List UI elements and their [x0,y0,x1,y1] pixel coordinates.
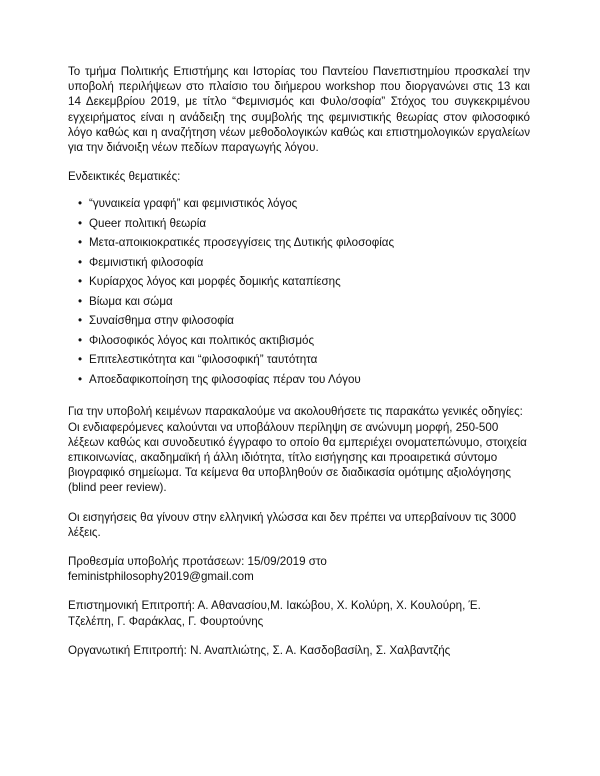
contact-email: feministphilosophy2019@gmail.com [68,570,254,584]
topic-text: Αποεδαφικοποίηση της φιλοσοφίας πέραν του Λόγου [89,372,361,386]
topic-text: Queer πολιτική θεωρία [89,216,207,230]
topic-text: Συναίσθημα στην φιλοσοφία [89,314,235,328]
bullet-icon: • [78,255,83,269]
topic-text: Φεμινιστική φιλοσοφία [89,255,204,269]
list-item [68,294,530,314]
list-item [68,216,530,236]
scientific-committee-line-1: Επιστημονική Επιτροπή: Α. Αθανασίου,Μ. Ιακώβου, Χ. Κολύρη, Χ. Κουλούρη, Έ. [68,599,481,613]
topic-text: Μετα-αποικιοκρατικές προσεγγίσεις της Δυτικής φιλοσοφίας [89,236,395,250]
scientific-committee [68,598,530,628]
list-item [68,255,530,275]
bullet-icon: • [78,216,83,230]
bullet-icon: • [78,275,83,289]
list-item [68,274,530,294]
submission-guidelines: Για την υποβολή κειμένων παρακαλούμε να ακολουθήσετε τις παρακάτω γενικές οδηγίες: Οι ενδιαφερόμενες καλούνται να υποβάλουν περίληψη σε ανώνυμη μορφή, 250-500 λέξεων καθώς και συνοδευτικό έγγραφο το οποίο θα εμπεριέχει ονοματεπώνυμο, στοιχεία επικοινωνίας, ακαδημαϊκή ή άλλη ιδιότητα, τίτλο εισήγησης και προαιρετικά σύντομο βιογραφικό σημείωμα. Τα κείμενα θα υποβληθούν σε διαδικασία ομότιμης αξιολόγησης (blind peer review). [68,405,527,495]
bullet-icon: • [78,197,83,211]
scientific-committee-line-2: Τζελέπη, Γ. Φαράκλας, Γ. Φουρτούνης [68,614,264,628]
bullet-icon: • [78,236,83,250]
topic-text: Βίωμα και σώμα [89,294,173,308]
topics-list [68,196,530,391]
bullet-icon: • [78,333,83,347]
topics-heading: Ενδεικτικές θεματικές: [68,170,181,184]
language-note: Οι εισηγήσεις θα γίνουν στην ελληνική γλώσσα και δεν πρέπει να υπερβαίνουν τις 3000 λέξεις. [68,510,517,539]
topic-text: Κυρίαρχος λόγος και μορφές δομικής καταπίεσης [89,275,341,289]
deadline-text: Προθεσμία υποβολής προτάσεων: 15/09/2019 στο [68,555,327,569]
list-item [68,352,530,372]
deadline [68,554,530,584]
bullet-icon: • [78,314,83,328]
bullet-icon: • [78,353,83,367]
document-page [68,64,530,672]
topic-text: Επιτελεστικότητα και “φιλοσοφική” ταυτότητα [89,353,318,367]
list-item [68,313,530,333]
list-item [68,372,530,392]
list-item [68,333,530,353]
list-item [68,235,530,255]
bullet-icon: • [78,294,83,308]
organizing-committee: Οργανωτική Επιτροπή: Ν. Αναπλιώτης, Σ. Α. Κασδοβασίλη, Σ. Χαλβαντζής [68,643,451,657]
bullet-icon: • [78,372,83,386]
list-item [68,196,530,216]
intro-paragraph: Το τμήμα Πολιτικής Επιστήμης και Ιστορίας του Παντείου Πανεπιστημίου προσκαλεί την υποβολή περιλήψεων στο πλαίσιο του διήμερου workshop που διοργανώνει στις 13 και 14 Δεκεμβρίου 2019, με τίτλο “Φεμινισμός και Φυλο/σοφία” Στόχος του συγκεκριμένου εγχειρήματος είναι η ανάδειξη της συμβολής της φεμινιστικής θεωρίας στον φιλοσοφικό λόγο καθώς και η αναζήτηση νέων μεθοδολογικών καθώς και επιστημολογικών εργαλείων για την διάνοιξη νέων πεδίων παραγωγής λόγου. [68,65,530,155]
topic-text: Φιλοσοφικός λόγος και πολιτικός ακτιβισμός [89,333,315,347]
topic-text: “γυναικεία γραφή” και φεμινιστικός λόγος [89,197,298,211]
